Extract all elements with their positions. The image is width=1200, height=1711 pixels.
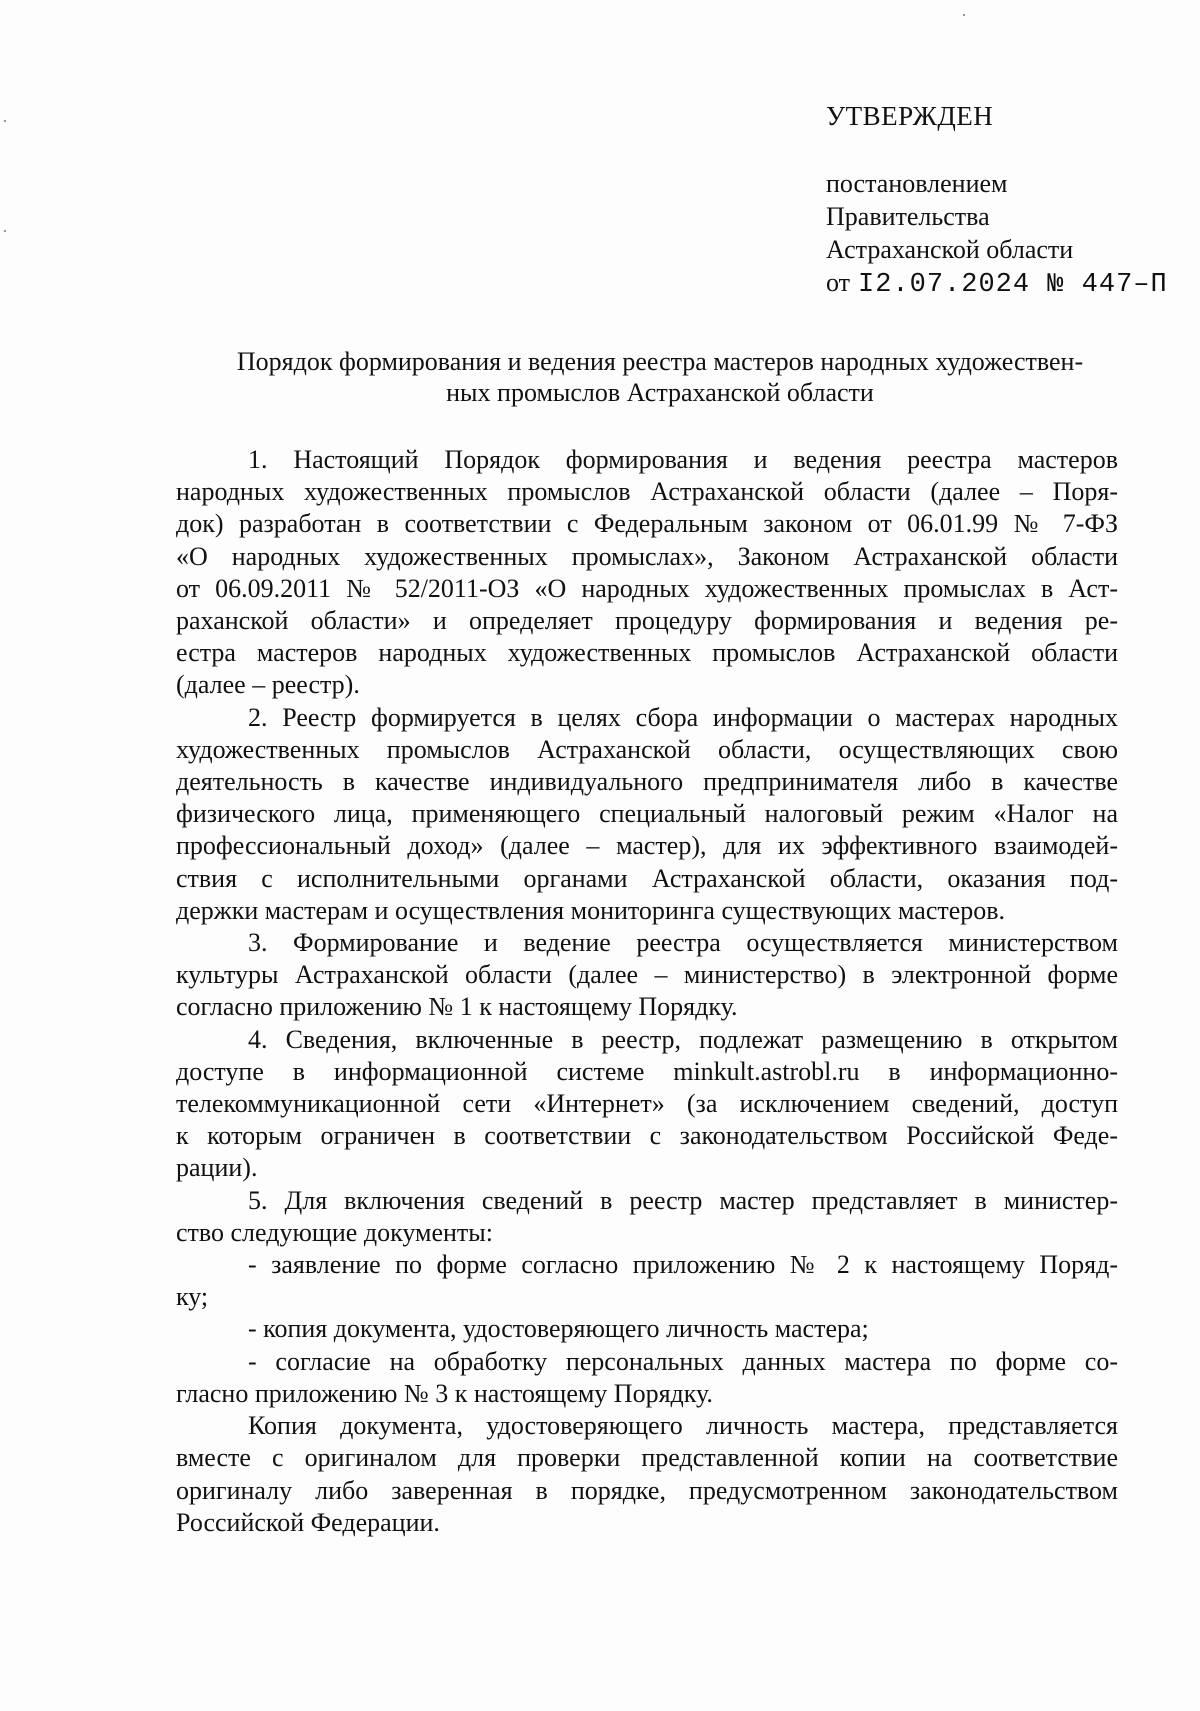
paragraph-line: «О народных художественных промыслах», Законом Астраханской области [176, 541, 1118, 571]
paragraph [176, 1249, 1118, 1313]
paragraph [176, 1410, 1118, 1539]
approval-line-1: постановлением [826, 169, 1008, 198]
paragraph-line: телекоммуникационной сети «Интернет» (за исключением сведений, доступ [176, 1089, 1118, 1119]
approval-block [826, 100, 1186, 302]
paragraph [176, 702, 1118, 927]
paragraph-line: естра мастеров народных художественных промыслов Астраханской области [176, 638, 1118, 668]
paragraph-line: рации). [176, 1153, 258, 1183]
scan-speck [4, 230, 6, 232]
paragraph-line: 4. Сведения, включенные в реестр, подлежат размещению в открытом [248, 1024, 1118, 1054]
document-title [176, 346, 1144, 408]
approval-heading: УТВЕРЖДЕН [826, 101, 994, 131]
paragraph [176, 1346, 1118, 1410]
paragraph-line: Копия документа, удостоверяющего личность мастера, представляется [248, 1411, 1118, 1441]
approval-date-line [826, 266, 1186, 302]
paragraph-line: - копия документа, удостоверяющего личность мастера; [248, 1314, 869, 1344]
paragraph-line: ку; [176, 1282, 209, 1312]
approval-line-3: Астраханской области [826, 235, 1074, 264]
paragraph-line: - согласие на обработку персональных данных мастера по форме со- [248, 1346, 1118, 1376]
paragraph [176, 444, 1118, 702]
paragraph-line: физического лица, применяющего специальный налоговый режим «Налог на [176, 799, 1118, 829]
paragraph-line: от 06.09.2011 № 52/2011-ОЗ «О народных художественных промыслах в Аст- [176, 573, 1118, 603]
paragraph [176, 1313, 1118, 1345]
paragraph-line: Российской Федерации. [176, 1507, 440, 1537]
paragraph [176, 1185, 1118, 1249]
approval-line-2: Правительства [826, 202, 990, 231]
paragraph-line: 5. Для включения сведений в реестр мастер представляет в министер- [248, 1185, 1118, 1215]
paragraph-line: (далее – реестр). [176, 670, 360, 700]
paragraph-line: 1. Настоящий Порядок формирования и ведения реестра мастеров [248, 445, 1118, 474]
approval-date-prefix: от [826, 268, 851, 297]
paragraph-line: док) разработан в соответствии с Федеральным законом от 06.01.99 № 7-ФЗ [176, 509, 1118, 539]
document-body [176, 444, 1118, 1539]
paragraph-line: к которым ограничен в соответствии с законодательством Российской Феде- [176, 1121, 1118, 1151]
paragraph-line: культуры Астраханской области (далее – министерство) в электронной форме [176, 960, 1118, 990]
paragraph-line: художественных промыслов Астраханской области, осуществляющих свою [176, 734, 1118, 764]
paragraph-line: раханской области» и определяет процедуру формирования и ведения ре- [176, 606, 1118, 636]
paragraph-line: согласно приложению № 1 к настоящему Порядку. [176, 992, 738, 1022]
scan-speck [963, 14, 965, 16]
title-line-1: Порядок формирования и ведения реестра мастеров народных художествен- [236, 347, 1084, 376]
approval-date-number: I2.07.2024 № 447–П [858, 270, 1168, 300]
paragraph-line: профессиональный доход» (далее – мастер), для их эффективного взаимодей- [176, 831, 1118, 861]
paragraph-line: 2. Реестр формируется в целях сбора информации о мастерах народных [248, 702, 1118, 732]
title-line-2: ных промыслов Астраханской области [446, 378, 874, 407]
paragraph-line: доступе в информационной системе minkult.astrobl.ru в информационно- [176, 1056, 1118, 1086]
paragraph [176, 927, 1118, 1024]
paragraph-line: оригиналу либо заверенная в порядке, предусмотренном законодательством [176, 1475, 1118, 1505]
paragraph-line: - заявление по форме согласно приложению № 2 к настоящему Поряд- [248, 1250, 1118, 1280]
paragraph-line: 3. Формирование и ведение реестра осуществляется министерством [248, 928, 1118, 958]
scan-speck [4, 120, 6, 122]
paragraph-line: гласно приложению № 3 к настоящему Порядку. [176, 1378, 713, 1408]
paragraph-line: деятельность в качестве индивидуального предпринимателя либо в качестве [176, 767, 1118, 797]
paragraph-line: ство следующие документы: [176, 1217, 493, 1247]
paragraph-line: держки мастерам и осуществления мониторинга существующих мастеров. [176, 895, 1006, 925]
paragraph-line: ствия с исполнительными органами Астраханской области, оказания под- [176, 863, 1118, 893]
paragraph [176, 1024, 1118, 1185]
paragraph-line: народных художественных промыслов Астраханской области (далее – Поря- [176, 477, 1118, 507]
paragraph-line: вместе с оригиналом для проверки представленной копии на соответствие [176, 1443, 1118, 1473]
